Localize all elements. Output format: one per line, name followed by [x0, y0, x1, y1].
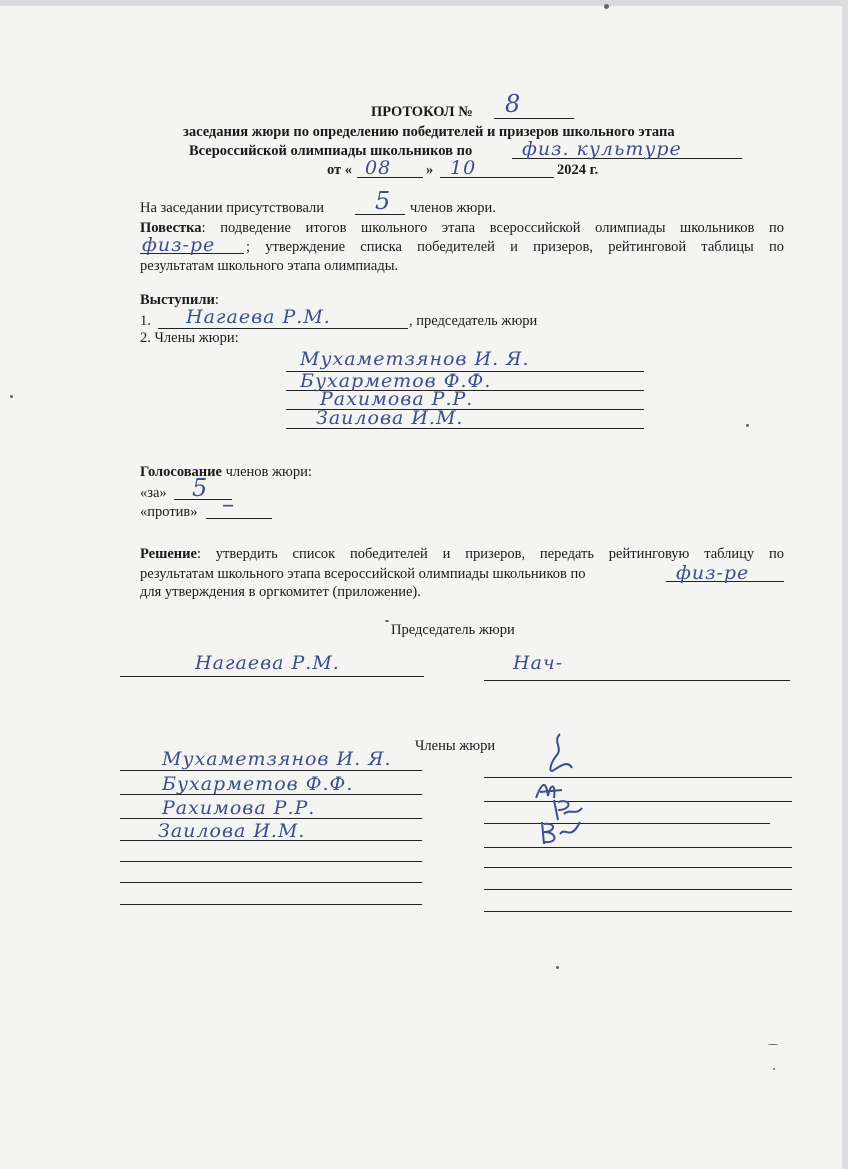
- vote-against-line: [206, 518, 272, 519]
- members-sig-line-4: [484, 847, 792, 848]
- members-sig-line-1: [484, 777, 792, 778]
- attendance-prefix: На заседании присутствовали: [140, 200, 325, 216]
- scan-speck: [768, 1044, 778, 1045]
- vote-against-value: –: [222, 490, 235, 518]
- members-sig-line-5: [484, 867, 792, 868]
- scan-speck: [10, 395, 13, 398]
- members-sig-line-6: [484, 889, 792, 890]
- attendance-suffix: членов жюри.: [410, 200, 496, 216]
- members-signature-name-4: Заилова И.М.: [158, 820, 306, 842]
- decision-text3: для утверждения в оргкомитет (приложение).: [140, 584, 421, 600]
- agenda-label: Повестка: [140, 220, 202, 236]
- agenda-line1: [140, 220, 784, 237]
- subtitle-line2: Всероссийской олимпиады школьников по: [189, 143, 473, 159]
- agenda-text1: : подведение итогов школьного этапа всероссийской олимпиады школьников по: [201, 220, 784, 236]
- date-mid: »: [426, 162, 434, 178]
- voting-heading: [140, 464, 312, 481]
- members-name-line-7: [120, 904, 422, 905]
- chair-role: , председатель жюри: [409, 313, 538, 329]
- voting-text: членов жюри:: [221, 464, 312, 480]
- voting-label: Голосование: [140, 464, 222, 480]
- chair-name: Нагаева Р.М.: [186, 306, 331, 328]
- scan-edge-right: [842, 0, 848, 1169]
- speaker1-number: 1.: [140, 313, 151, 329]
- date-year: 2024 г.: [557, 162, 599, 178]
- member-name-3: Рахимова Р.Р.: [320, 388, 474, 410]
- protocol-number: 8: [505, 90, 522, 118]
- chair-signature-label: Председатель жюри: [391, 622, 515, 638]
- members-sig-line-2: [484, 801, 792, 802]
- member-signature-4: [536, 818, 586, 848]
- chair-signature-name: Нагаева Р.М.: [195, 652, 340, 674]
- protocol-number-line: [494, 118, 574, 119]
- members-signature-name-2: Бухарметов Ф.Ф.: [162, 773, 354, 795]
- protocol-title: ПРОТОКОЛ №: [371, 104, 473, 120]
- speakers-colon: :: [214, 292, 219, 308]
- members-signature-name-3: Рахимова Р.Р.: [162, 797, 316, 819]
- decision-subject: физ-ре: [676, 562, 750, 584]
- scan-speck: [604, 4, 609, 9]
- date-month: 10: [450, 157, 477, 179]
- vote-against-label: «против»: [140, 504, 198, 520]
- scan-edge: [0, 0, 848, 6]
- chair-signature: Нач-: [513, 652, 564, 674]
- members-sig-line-7: [484, 911, 792, 912]
- members-signature-label: Члены жюри: [415, 738, 496, 754]
- scan-speck: [746, 424, 749, 427]
- date-prefix: от «: [327, 162, 353, 178]
- agenda-subject: физ-ре: [142, 234, 216, 256]
- agenda-text2: ; утверждение списка победителей и призеров, рейтинговой таблицы по: [246, 239, 784, 255]
- member-signature-1: [538, 730, 578, 780]
- members-sig-line-3: [484, 823, 770, 824]
- decision-line1: [140, 546, 784, 563]
- decision-text2: результатам школьного этапа всероссийской олимпиады школьников по: [140, 566, 586, 582]
- speakers-label: Выступили: [140, 292, 215, 308]
- subject-handwritten: физ. культуре: [522, 138, 682, 160]
- members-signature-name-1: Мухаметзянов И. Я.: [162, 748, 392, 770]
- scan-speck: [773, 1068, 775, 1070]
- members-name-line-6: [120, 882, 422, 883]
- members-name-line-5: [120, 861, 422, 862]
- member-name-2: Бухарметов Ф.Ф.: [300, 370, 492, 392]
- decision-text1: : утвердить список победителей и призеров, передать рейтинговую таблицу по: [196, 546, 784, 562]
- chair-name-line: [158, 328, 408, 329]
- vote-for-value: 5: [192, 474, 209, 502]
- subtitle-line1: заседания жюри по определению победителей и призеров школьного этапа: [183, 124, 675, 140]
- members-name-line-1: [120, 770, 422, 771]
- scan-speck: [556, 966, 559, 969]
- member-name-1: Мухаметзянов И. Я.: [300, 348, 530, 370]
- member-name-4: Заилова И.М.: [316, 407, 464, 429]
- decision-label: Решение: [140, 546, 197, 562]
- scan-speck: [385, 620, 389, 622]
- attendance-count: 5: [375, 187, 392, 215]
- agenda-text3: результатам школьного этапа олимпиады.: [140, 258, 399, 274]
- vote-for-label: «за»: [140, 485, 167, 501]
- speaker2-label: 2. Члены жюри:: [140, 330, 239, 346]
- chair-signature-line: [484, 680, 790, 681]
- chair-signature-name-line: [120, 676, 424, 677]
- date-day: 08: [365, 157, 392, 179]
